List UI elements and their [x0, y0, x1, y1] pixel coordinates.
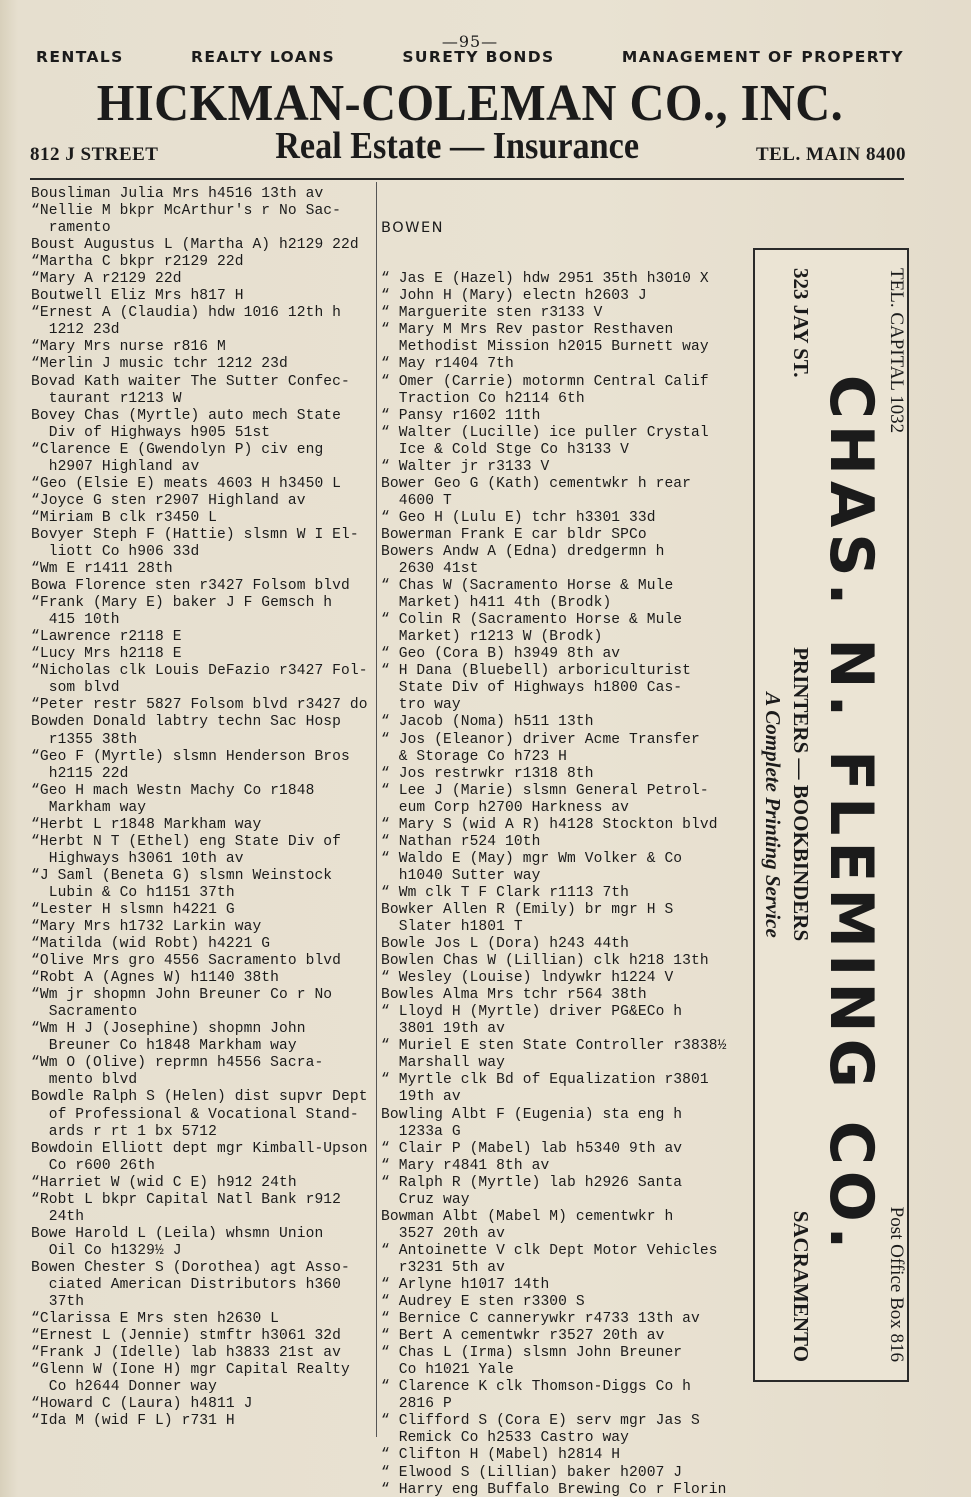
directory-column-right [381, 186, 743, 1497]
directory-entry: “ Ralph R (Myrtle) lab h2926 Santa [381, 1174, 683, 1191]
directory-entry: r1355 38th [31, 731, 138, 748]
directory-entry: Bowker Allen R (Emily) br mgr H S [381, 901, 674, 918]
directory-entry: “Frank J (Idelle) lab h3833 21st av [31, 1345, 342, 1362]
service-realty-loans: REALTY LOANS [191, 48, 336, 66]
company-address: 812 J STREET [30, 144, 159, 165]
directory-entry: 4600 T [381, 492, 452, 509]
directory-entry: “ Nathan r524 10th [381, 833, 541, 850]
directory-entry: Bowen Chester S (Dorothea) agt Asso- [31, 1259, 350, 1276]
ad-city: SACRAMENTO [789, 1210, 813, 1362]
directory-entry: h2115 22d [31, 765, 129, 782]
directory-entry: “Peter restr 5827 Folsom blvd r3427 do [31, 697, 368, 714]
company-tagline: Real Estate — Insurance [275, 125, 640, 167]
directory-entry: “Olive Mrs gro 4556 Sacramento blvd [31, 953, 342, 970]
directory-entry: “ Lee J (Marie) slsmn General Petrol- [381, 782, 709, 799]
directory-entry: “ Mary r4841 8th av [381, 1157, 550, 1174]
directory-entry: “ Lloyd H (Myrtle) driver PG&ECo h [381, 1004, 683, 1021]
directory-entry: “ Jas E (Hazel) hdw 2951 35th h3010 X [381, 271, 709, 288]
directory-entry: “Herbt N T (Ethel) eng State Div of [31, 833, 342, 850]
directory-entry: “Joyce G sten r2907 Highland av [31, 492, 306, 509]
directory-entry: “ Mary M Mrs Rev pastor Resthaven [381, 322, 674, 339]
directory-entry: “ Marguerite sten r3133 V [381, 305, 603, 322]
directory-entry: “Wm E r1411 28th [31, 561, 173, 578]
ad-company-name: CHAS. N. FLEMING CO. [816, 374, 886, 1256]
directory-entry: “ Clair P (Mabel) lab h5340 9th av [381, 1140, 683, 1157]
directory-entry: Bowle Jos L (Dora) h243 44th [381, 936, 630, 953]
directory-entry: “Martha C bkpr r2129 22d [31, 254, 244, 271]
directory-entry: “Geo F (Myrtle) slsmn Henderson Bros [31, 748, 350, 765]
directory-entry: “Ida M (wid F L) r731 H [31, 1413, 235, 1430]
directory-entry: ramento [31, 220, 111, 237]
directory-entry: Bowling Albt F (Eugenia) sta eng h [381, 1106, 683, 1123]
directory-entry: “ Walter (Lucille) ice puller Crystal [381, 424, 709, 441]
directory-entry: “ Jos (Eleanor) driver Acme Transfer [381, 731, 700, 748]
directory-entry: Co h1021 Yale [381, 1362, 514, 1379]
directory-entry: of Professional & Vocational Stand- [31, 1106, 359, 1123]
directory-entry: 2630 41st [381, 561, 479, 578]
directory-entry: Bovyer Steph F (Hattie) slsmn W I El- [31, 526, 359, 543]
directory-entry: Bowles Alma Mrs tchr r564 38th [381, 987, 647, 1004]
directory-entry: liott Co h906 33d [31, 543, 200, 560]
directory-entry: Bowlen Chas W (Lillian) clk h218 13th [381, 953, 709, 970]
directory-entry: Bovey Chas (Myrtle) auto mech State [31, 407, 342, 424]
directory-entry: “ Wesley (Louise) lndywkr h1224 V [381, 970, 674, 987]
service-rentals: RENTALS [36, 48, 124, 66]
directory-entry: “ Chas L (Irma) slsmn John Breuner [381, 1345, 683, 1362]
directory-entry: 415 10th [31, 612, 120, 629]
directory-entry: Co h2644 Donner way [31, 1379, 218, 1396]
directory-entry: “Nicholas clk Louis DeFazio r3427 Fol- [31, 663, 368, 680]
directory-entry: “ Waldo E (May) mgr Wm Volker & Co [381, 850, 683, 867]
directory-entry: Markham way [31, 799, 147, 816]
directory-entry: “Wm jr shopmn John Breuner Co r No [31, 987, 333, 1004]
printing-advertisement [753, 248, 909, 1382]
directory-entry: “ Chas W (Sacramento Horse & Mule [381, 578, 674, 595]
directory-entry: 1212 23d [31, 322, 120, 339]
directory-entry: Bowdle Ralph S (Helen) dist supvr Dept [31, 1089, 368, 1106]
directory-entry: Boutwell Eliz Mrs h817 H [31, 288, 244, 305]
services-banner [36, 48, 904, 66]
directory-entry: “ Jacob (Noma) h511 13th [381, 714, 594, 731]
directory-entry: “ Clarence K clk Thomson-Diggs Co h [381, 1379, 692, 1396]
directory-entry: “ Clifton H (Mabel) h2814 H [381, 1447, 621, 1464]
directory-entry: “Clarence E (Gwendolyn P) civ eng [31, 441, 324, 458]
header-rule [30, 178, 904, 180]
directory-entry: “J Saml (Beneta G) slsmn Weinstock [31, 867, 333, 884]
directory-entry: “ Geo (Cora B) h3949 8th av [381, 646, 621, 663]
directory-entry: Div of Highways h905 51st [31, 424, 271, 441]
directory-entry: “ Jos restrwkr r1318 8th [381, 765, 594, 782]
directory-entry: tro way [381, 697, 461, 714]
directory-entry: “ Harry eng Buffalo Brewing Co r Florin [381, 1481, 727, 1497]
directory-entry: “Lucy Mrs h2118 E [31, 646, 182, 663]
directory-entry: Traction Co h2114 6th [381, 390, 585, 407]
directory-entry: Bowa Florence sten r3427 Folsom blvd [31, 578, 350, 595]
directory-entry: “Geo H mach Westn Machy Co r1848 [31, 782, 315, 799]
directory-entry: “ Bernice C cannerywkr r4733 13th av [381, 1311, 700, 1328]
directory-entry: Ice & Cold Stge Co h3133 V [381, 441, 630, 458]
directory-entry: Highways h3061 10th av [31, 850, 244, 867]
company-name: HICKMAN-COLEMAN CO., INC. [96, 75, 844, 132]
column-divider [376, 182, 377, 1437]
directory-entry: “Frank (Mary E) baker J F Gemsch h [31, 595, 333, 612]
directory-entry: “Miriam B clk r3450 L [31, 509, 218, 526]
directory-entry: h1040 Sutter way [381, 867, 541, 884]
directory-entry: Cruz way [381, 1191, 470, 1208]
directory-entry: “Lester H slsmn h4221 G [31, 901, 235, 918]
directory-entry: & Storage Co h723 H [381, 748, 568, 765]
directory-entry: h2907 Highland av [31, 458, 200, 475]
directory-entry: 37th [31, 1294, 85, 1311]
directory-column-left [31, 186, 373, 1430]
directory-entry: Bowdoin Elliott dept mgr Kimball-Upson [31, 1140, 368, 1157]
directory-entry: “Mary Mrs nurse r816 M [31, 339, 226, 356]
directory-entry: “ Muriel E sten State Controller r3838½ [381, 1038, 727, 1055]
company-subline [30, 126, 906, 166]
directory-entry: 19th av [381, 1089, 461, 1106]
directory-entry: “ Geo H (Lulu E) tchr h3301 33d [381, 509, 656, 526]
directory-entry: “ John H (Mary) electn h2603 J [381, 288, 647, 305]
directory-entry: mento blvd [31, 1072, 138, 1089]
ad-po-box: Post Office Box 816 [886, 1206, 907, 1362]
directory-entry: State Div of Highways h1800 Cas- [381, 680, 683, 697]
directory-entry: “Ernest L (Jennie) stmftr h3061 32d [31, 1328, 342, 1345]
directory-entry: “Herbt L r1848 Markham way [31, 816, 262, 833]
service-management: MANAGEMENT OF PROPERTY [621, 48, 904, 66]
directory-entry: Oil Co h1329½ J [31, 1242, 182, 1259]
directory-entry: som blvd [31, 680, 120, 697]
directory-entry: “Robt A (Agnes W) h1140 38th [31, 970, 280, 987]
directory-entry: “ Myrtle clk Bd of Equalization r3801 [381, 1072, 709, 1089]
directory-entry: “ Wm clk T F Clark r1113 7th [381, 884, 630, 901]
service-surety-bonds: SURETY BONDS [402, 48, 555, 66]
directory-entry: taurant r1213 W [31, 390, 182, 407]
directory-entry: “ Clifford S (Cora E) serv mgr Jas S [381, 1413, 700, 1430]
ad-phone: TEL. CAPITAL 1032 [886, 268, 907, 434]
directory-entry: Sacramento [31, 1004, 138, 1021]
directory-entry: Bowden Donald labtry techn Sac Hosp [31, 714, 342, 731]
directory-entry: “ Audrey E sten r3300 S [381, 1294, 585, 1311]
directory-entry: “Merlin J music tchr 1212 23d [31, 356, 288, 373]
directory-entry: “ Mary S (wid A R) h4128 Stockton blvd [381, 816, 718, 833]
company-phone: TEL. MAIN 8400 [755, 144, 906, 165]
directory-entry: “Clarissa E Mrs sten h2630 L [31, 1311, 280, 1328]
directory-entry: ards r rt 1 bx 5712 [31, 1123, 218, 1140]
directory-entry: Market) r1213 W (Brodk) [381, 629, 603, 646]
directory-entry: 3801 19th av [381, 1021, 506, 1038]
directory-entry: Bower Geo G (Kath) cementwkr h rear [381, 475, 692, 492]
directory-entry: Slater h1801 T [381, 919, 523, 936]
directory-entry: “ Elwood S (Lillian) baker h2007 J [381, 1464, 683, 1481]
directory-entry: 24th [31, 1208, 85, 1225]
directory-entry: Bowe Harold L (Leila) whsmn Union [31, 1225, 324, 1242]
directory-entry: Boust Augustus L (Martha A) h2129 22d [31, 237, 359, 254]
directory-entry: Remick Co h2533 Castro way [381, 1430, 630, 1447]
directory-entry: “ H Dana (Bluebell) arboriculturist [381, 663, 692, 680]
directory-entry: 3527 20th av [381, 1225, 506, 1242]
directory-entry: “Ernest A (Claudia) hdw 1016 12th h [31, 305, 342, 322]
directory-entry: “ Arlyne h1017 14th [381, 1277, 550, 1293]
directory-entry: “Geo (Elsie E) meats 4603 H h3450 L [31, 475, 342, 492]
directory-entry: ciated American Distributors h360 [31, 1277, 342, 1293]
directory-entry: “Mary Mrs h1732 Larkin way [31, 919, 262, 936]
directory-entry: Methodist Mission h2015 Burnett way [381, 339, 709, 356]
directory-entry: “ Antoinette V clk Dept Motor Vehicles [381, 1242, 718, 1259]
directory-entry: “ Colin R (Sacramento Horse & Mule [381, 612, 683, 629]
directory-entry: “ Bert A cementwkr r3527 20th av [381, 1328, 665, 1345]
directory-entry: “Mary A r2129 22d [31, 271, 182, 288]
directory-entry: “Lawrence r2118 E [31, 629, 182, 646]
directory-entry: 1233a G [381, 1123, 461, 1140]
directory-entry: Marshall way [381, 1055, 506, 1072]
directory-entry: Bovad Kath waiter The Sutter Confec- [31, 373, 350, 390]
ad-address: 323 JAY ST. [789, 268, 813, 378]
directory-entry: “Nellie M bkpr McArthur's r No Sac- [31, 203, 342, 220]
directory-entry: “Glenn W (Ione H) mgr Capital Realty [31, 1362, 350, 1379]
directory-entry: “Howard C (Laura) h4811 J [31, 1396, 253, 1413]
directory-entry: Breuner Co h1848 Markham way [31, 1038, 297, 1055]
directory-entry: Lubin & Co h1151 37th [31, 884, 235, 901]
directory-entry: “Wm O (Olive) reprmn h4556 Sacra- [31, 1055, 324, 1072]
directory-entry: Bousliman Julia Mrs h4516 13th av [31, 186, 324, 202]
directory-entry: r3231 5th av [381, 1259, 506, 1276]
directory-entry: “ Pansy r1602 11th [381, 407, 541, 424]
directory-entry: “ Walter jr r3133 V [381, 458, 550, 475]
page-number: —95— [441, 32, 499, 51]
directory-entry: Bowman Albt (Mabel M) cementwkr h [381, 1208, 674, 1225]
directory-entry: eum Corp h2700 Harkness av [381, 799, 630, 816]
directory-entry: “Harriet W (wid C E) h912 24th [31, 1174, 297, 1191]
ad-service: A Complete Printing Service [761, 692, 785, 938]
directory-entry: “Matilda (wid Robt) h4221 G [31, 936, 271, 953]
directory-entry: Co r600 26th [31, 1157, 156, 1174]
directory-entry: “Robt L bkpr Capital Natl Bank r912 [31, 1191, 342, 1208]
directory-entry: Bowerman Frank E car bldr SPCo [381, 526, 647, 543]
ad-trade: PRINTERS — BOOKBINDERS [789, 647, 813, 942]
directory-entry: “Wm H J (Josephine) shopmn John [31, 1021, 306, 1038]
directory-entry: “ Omer (Carrie) motormn Central Calif [381, 373, 709, 390]
directory-entry: Bowers Andw A (Edna) dredgermn h [381, 543, 665, 560]
directory-entry: “ May r1404 7th [381, 356, 514, 373]
directory-entry: Market) h411 4th (Brodk) [381, 595, 612, 612]
surname-heading: BOWEN [381, 220, 444, 237]
directory-entry: 2816 P [381, 1396, 452, 1413]
